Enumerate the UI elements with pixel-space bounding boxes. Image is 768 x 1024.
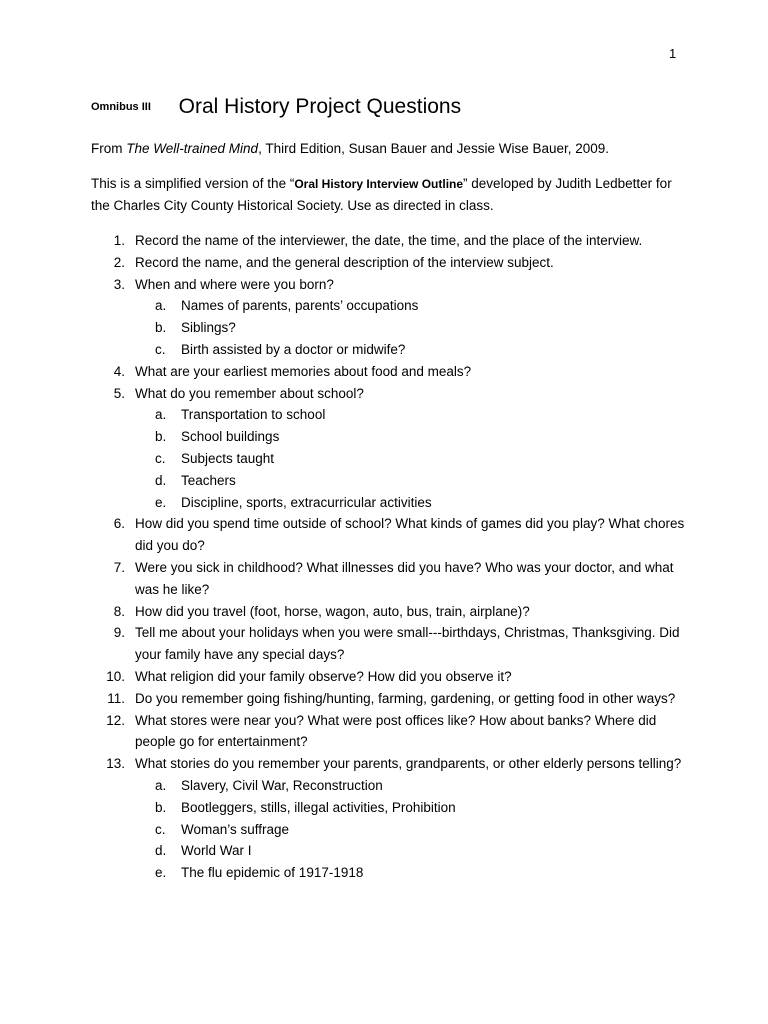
question-item	[91, 622, 691, 666]
question-number: 7.	[113, 559, 125, 575]
sub-question-item	[91, 819, 691, 841]
question-number: 5.	[113, 385, 125, 401]
sub-question-text: Bootleggers, stills, illegal activities, Prohibition	[181, 799, 456, 815]
sub-question-letter: d.	[155, 843, 167, 859]
sub-question-text: Discipline, sports, extracurricular activities	[181, 494, 432, 510]
book-title: The Well-trained Mind	[126, 141, 259, 156]
sub-question-text: The flu epidemic of 1917-1918	[181, 865, 364, 881]
sub-question-letter: a.	[155, 407, 167, 423]
sub-question-item	[91, 775, 691, 797]
source-prefix: From	[91, 141, 127, 156]
question-item	[91, 383, 691, 405]
question-text: What stores were near you? What were post offices like? How about banks? Where did people go for entertainment?	[135, 712, 657, 750]
question-text: Record the name, and the general description of the interview subject.	[135, 254, 554, 270]
question-text: How did you travel (foot, horse, wagon, auto, bus, train, airplane)?	[135, 603, 530, 619]
question-text: What religion did your family observe? How did you observe it?	[135, 668, 512, 684]
question-item	[91, 252, 691, 274]
intro-text-after: ” developed by Judith Ledbetter for the Charles City County Historical Society. Use as directed in class.	[91, 176, 672, 213]
question-text: What do you remember about school?	[135, 385, 364, 401]
sub-question-letter: c.	[155, 341, 166, 357]
sub-question-letter: b.	[155, 320, 167, 336]
question-text: Record the name of the interviewer, the date, the time, and the place of the interview.	[135, 233, 643, 248]
sub-question-item	[91, 840, 691, 862]
question-number: 13.	[106, 756, 125, 772]
sub-question-letter: a.	[155, 777, 167, 793]
sub-question-text: Teachers	[181, 472, 236, 488]
sub-question-letter: c.	[155, 821, 166, 837]
question-list	[91, 230, 691, 884]
source-citation	[91, 139, 609, 159]
sub-question-letter: c.	[155, 450, 166, 466]
sub-question-letter: b.	[155, 429, 167, 445]
sub-question-item	[91, 404, 691, 426]
question-number: 6.	[113, 516, 125, 532]
page-title: Oral History Project Questions	[178, 95, 462, 118]
question-item	[91, 557, 691, 601]
sub-question-text: Subjects taught	[181, 450, 275, 466]
sub-question-letter: a.	[155, 298, 167, 314]
sub-question-text: Slavery, Civil War, Reconstruction	[181, 777, 383, 793]
sub-question-item	[91, 426, 691, 448]
question-item	[91, 688, 691, 710]
sub-question-item	[91, 797, 691, 819]
question-text: Were you sick in childhood? What illnesses did you have? Who was your doctor, and what was he like?	[135, 559, 674, 597]
question-number: 4.	[113, 363, 125, 379]
sub-question-text: Birth assisted by a doctor or midwife?	[181, 341, 406, 357]
sub-question-letter: d.	[155, 472, 167, 488]
question-text: Do you remember going fishing/hunting, farming, gardening, or getting food in other ways?	[135, 690, 676, 706]
question-item	[91, 361, 691, 383]
question-item	[91, 666, 691, 688]
sub-question-text: Transportation to school	[181, 407, 326, 423]
question-text: What stories do you remember your parents, grandparents, or other elderly persons telling?	[135, 756, 682, 772]
question-number: 3.	[113, 276, 125, 292]
sub-question-letter: e.	[155, 865, 167, 881]
question-number: 12.	[106, 712, 125, 728]
question-text: Tell me about your holidays when you were small---birthdays, Christmas, Thanksgiving. Did your family have any special days?	[135, 625, 680, 663]
intro-text-before: This is a simplified version of the “	[91, 176, 295, 191]
sub-question-item	[91, 448, 691, 470]
page-number: 1	[669, 46, 677, 61]
document-header	[91, 95, 461, 119]
question-text: When and where were you born?	[135, 276, 334, 292]
question-item	[91, 274, 691, 296]
sub-question-item	[91, 317, 691, 339]
question-number: 2.	[113, 254, 125, 270]
question-item	[91, 230, 691, 252]
sub-question-item	[91, 470, 691, 492]
source-details: , Third Edition, Susan Bauer and Jessie Wise Bauer, 2009.	[258, 141, 610, 156]
sub-question-item	[91, 339, 691, 361]
sub-question-text: World War I	[181, 843, 252, 859]
sub-question-item	[91, 862, 691, 884]
sub-question-letter: e.	[155, 494, 167, 510]
question-item	[91, 513, 691, 557]
course-name: Omnibus III	[91, 101, 151, 113]
question-text: What are your earliest memories about food and meals?	[135, 363, 472, 379]
sub-question-item	[91, 492, 691, 514]
question-number: 1.	[113, 233, 125, 248]
question-item	[91, 601, 691, 623]
intro-paragraph	[91, 173, 691, 217]
sub-question-letter: b.	[155, 799, 167, 815]
outline-name: Oral History Interview Outline	[294, 177, 464, 191]
sub-question-text: Names of parents, parents’ occupations	[181, 298, 419, 314]
sub-question-text: School buildings	[181, 429, 280, 445]
question-number: 10.	[106, 668, 125, 684]
question-item	[91, 710, 691, 754]
sub-question-item	[91, 295, 691, 317]
question-text: How did you spend time outside of school? What kinds of games did you play? What chores did you do?	[135, 516, 685, 554]
sub-question-text: Siblings?	[181, 320, 236, 336]
sub-question-text: Woman’s suffrage	[181, 821, 290, 837]
question-number: 11.	[107, 690, 125, 706]
question-number: 9.	[113, 625, 125, 641]
question-item	[91, 753, 691, 775]
question-number: 8.	[113, 603, 125, 619]
